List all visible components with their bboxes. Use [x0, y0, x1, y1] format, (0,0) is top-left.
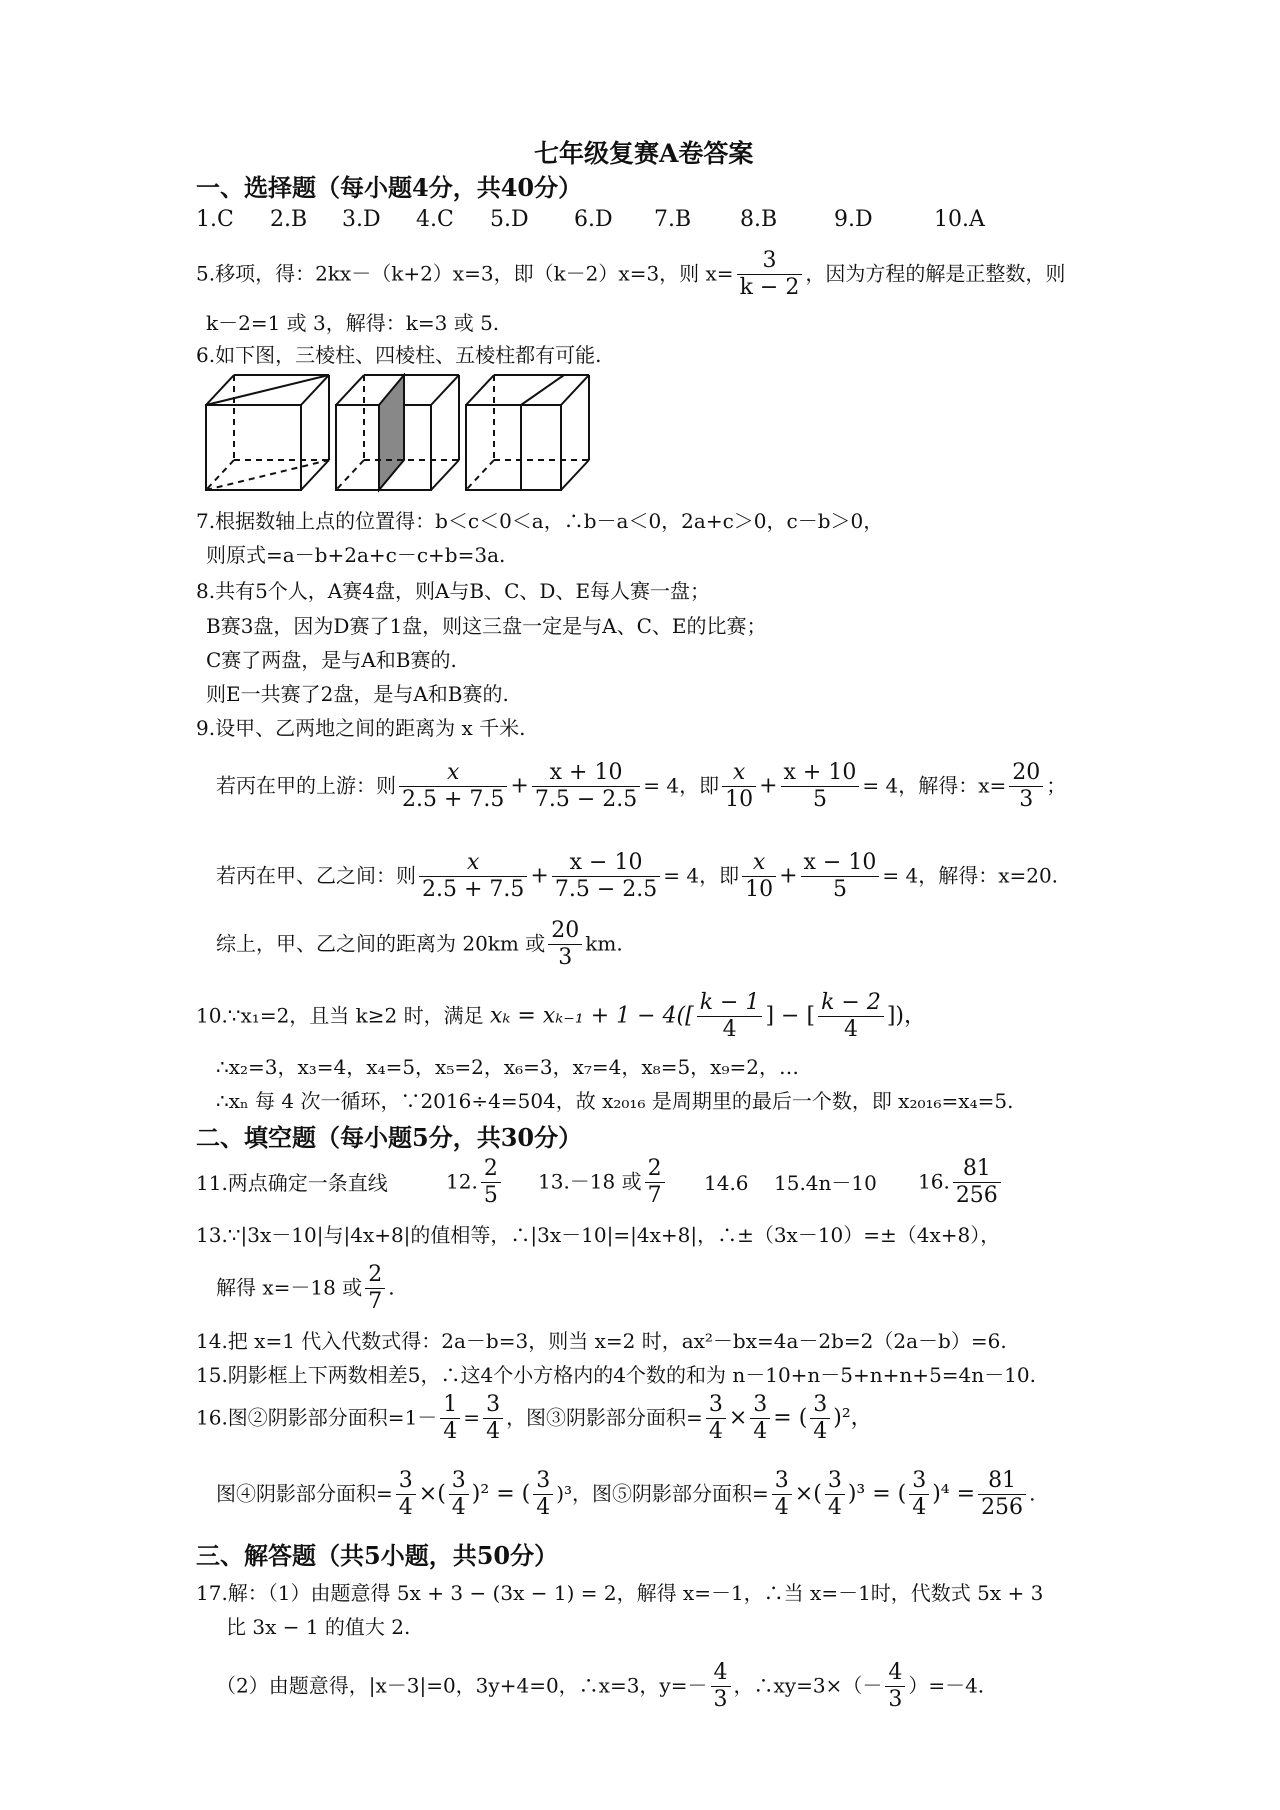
q9-c3-pre: 综上，甲、乙之间的距离为 20km 或: [216, 931, 546, 956]
q9-c2-frac2: [552, 850, 660, 904]
q16-l1-eq2: = (: [773, 1405, 808, 1431]
q16-l2-end: .: [1029, 1481, 1036, 1506]
section-heading-choice: 一、选择题（每小题4分，共40分）: [196, 173, 583, 202]
q9-c1-frac1: [399, 760, 507, 814]
answer-1: 1.C: [196, 207, 234, 232]
q7-line1: 7.根据数轴上点的位置得：b＜c＜0＜a，∴b－a＜0，2a+c＞0，c－b＞0，: [196, 509, 884, 533]
q16-l2-f1n: 3: [396, 1468, 416, 1495]
q10-pre: 10.∵x₁=2，且当 k≥2 时，满足: [196, 1003, 484, 1028]
q5-text-pre: 5.移项，得：2kx－（k+2）x=3，即（k－2）x=3，则 x=: [196, 261, 734, 286]
fill-16-n: 81: [953, 1156, 1001, 1183]
q16-l1-eq: =: [463, 1405, 481, 1430]
q16-l2-e: )³ = (: [847, 1481, 907, 1507]
q10-f1n: k − 1: [697, 990, 763, 1017]
q9-c1-frac5: [1009, 760, 1043, 814]
page-title: 七年级复赛A卷答案: [534, 139, 754, 168]
q9-c2-f3n: x: [742, 850, 776, 877]
q16-l2-c: )³，图⑤阴影部分面积=: [556, 1481, 769, 1506]
fill-11: 11.两点确定一条直线: [196, 1171, 388, 1195]
q10-mid: ] − [: [765, 1003, 816, 1029]
q17-frac2: [885, 1660, 905, 1714]
q9-c2-eq2: = 4，解得：x=20.: [882, 863, 1059, 888]
answer-9: 9.D: [834, 207, 873, 232]
q13-frac: [365, 1262, 385, 1316]
q17-l3-mid: ，∴xy=3×（－: [733, 1673, 883, 1698]
fill-13-n: 2: [645, 1156, 665, 1183]
q17-fd2: 3: [888, 1687, 903, 1713]
q16-l2-f1d: 4: [398, 1495, 413, 1521]
q16-l1-frac2: [483, 1392, 503, 1446]
q5-text-post: ，因为方程的解是正整数，则: [805, 261, 1066, 286]
q9-c1-frac3: [722, 760, 756, 814]
fill-12-frac: [481, 1156, 501, 1210]
q9-c2-f1d: 2.5 + 7.5: [422, 877, 525, 903]
q8-line2: B赛3盘，因为D赛了1盘，则这三盘一定是与A、C、E的比赛；: [206, 614, 767, 638]
q9-c2-plus2: +: [779, 863, 798, 889]
q5-line1: [196, 248, 1065, 302]
q16-l2-f2n: 3: [449, 1468, 469, 1495]
q17-fn: 4: [711, 1660, 731, 1687]
q16-l2-frac3: [533, 1468, 553, 1522]
answer-2: 2.B: [270, 207, 308, 232]
q16-l1-f2n: 3: [483, 1392, 503, 1419]
fill-16-d: 256: [955, 1183, 998, 1209]
q9-c2-frac3: [742, 850, 776, 904]
q16-line2: [216, 1468, 1035, 1522]
q5-line2: k－2=1 或 3，解得：k=3 或 5.: [206, 311, 500, 335]
q10-end: ])，: [886, 1003, 926, 1029]
q16-l2-f5d: 4: [827, 1495, 842, 1521]
q8-line1: 8.共有5个人，A赛4盘，则A与B、C、D、E每人赛一盘；: [196, 579, 711, 603]
answer-7: 7.B: [654, 207, 692, 232]
q16-line1: [196, 1392, 873, 1446]
q5-frac-num: 3: [737, 248, 803, 275]
q10-line2: ∴x₂=3，x₃=4，x₄=5，x₅=2，x₆=3，x₇=4，x₈=5，x₉=2，…: [216, 1055, 799, 1079]
q17-frac1: [711, 1660, 731, 1714]
fill-12-n: 2: [481, 1156, 501, 1183]
answer-8: 8.B: [740, 207, 778, 232]
q9-c2-f2d: 7.5 − 2.5: [554, 877, 658, 903]
fill-14: 14.6: [704, 1171, 749, 1195]
q5-fraction: [737, 248, 803, 302]
answer-6: 6.D: [574, 207, 613, 232]
q16-l2-f3n: 3: [533, 1468, 553, 1495]
q9-c1-f4d: 5: [812, 787, 827, 813]
q13-pre: 解得 x=－18 或: [216, 1275, 363, 1300]
fill-13-label: 13.－18 或: [538, 1169, 642, 1194]
q16-l2-b: )² = (: [471, 1481, 531, 1507]
q16-l1-frac5: [810, 1392, 830, 1446]
q16-l2-f6d: 4: [912, 1495, 927, 1521]
q9-c1-f5n: 20: [1009, 760, 1043, 787]
q10-frac1: [697, 990, 763, 1044]
q15-line: 15.阴影框上下两数相差5，∴这4个小方格内的4个数的和为 n－10+n－5+n+n+5=4n－10.: [196, 1363, 1036, 1387]
q6-text: 6.如下图，三棱柱、四棱柱、五棱柱都有可能.: [196, 343, 602, 367]
q16-l1-f1d: 4: [443, 1419, 458, 1445]
q16-l2-frac5: [825, 1468, 845, 1522]
q9-intro: 9.设甲、乙两地之间的距离为 x 千米.: [196, 716, 526, 740]
fill-16-frac: [953, 1156, 1001, 1210]
q16-l1-frac4: [750, 1392, 770, 1446]
q16-l1-frac1: [440, 1392, 460, 1446]
q13-post: .: [388, 1275, 395, 1300]
q9-c2-f2n: x − 10: [552, 850, 660, 877]
q14-line: 14.把 x=1 代入代数式得：2a－b=3，则当 x=2 时，ax²－bx=4a－2b=2（2a－b）=6.: [196, 1329, 1007, 1353]
q16-l2-f: )⁴ =: [932, 1481, 976, 1507]
q16-l1-f3n: 3: [706, 1392, 726, 1419]
q9-c1-f3d: 10: [725, 787, 754, 813]
q9-c1-f5d: 3: [1019, 787, 1034, 813]
q16-l1-frac3: [706, 1392, 726, 1446]
q9-summary: [216, 918, 623, 972]
q16-l1-f4d: 4: [753, 1419, 768, 1445]
q16-l2-pre: 图④阴影部分面积=: [216, 1481, 393, 1506]
q17-fn2: 4: [885, 1660, 905, 1687]
q9-c2-f1n: x: [419, 850, 527, 877]
q17-line1: 17.解：（1）由题意得 5x + 3 − (3x − 1) = 2，解得 x=－1，∴当 x=－1时，代数式 5x + 3: [196, 1581, 1044, 1605]
q9-c2-frac4: [801, 850, 880, 904]
q9-c1-end: ；: [1046, 773, 1067, 798]
q16-l2-f7d: 256: [981, 1495, 1024, 1521]
q16-l2-frac2: [449, 1468, 469, 1522]
cube-3: [466, 375, 589, 490]
q16-l1-f1n: 1: [440, 1392, 460, 1419]
q9-c1-plus2: +: [759, 773, 778, 799]
q13-fd: 7: [368, 1289, 383, 1315]
q9-c2-frac1: [419, 850, 527, 904]
fill-16: [918, 1156, 1004, 1210]
q9-c1-f4n: x + 10: [781, 760, 860, 787]
section-heading-fill: 二、填空题（每小题5分，共30分）: [196, 1123, 583, 1152]
section-heading-solve: 三、解答题（共5小题，共50分）: [196, 1541, 559, 1570]
fill-13-d: 7: [647, 1183, 662, 1209]
answer-10: 10.A: [934, 207, 985, 232]
fill-13: [538, 1156, 668, 1210]
q9-c3-fn: 20: [548, 918, 582, 945]
q16-l2-f2d: 4: [451, 1495, 466, 1521]
q16-l1-end: )²，: [833, 1405, 873, 1431]
q9-case1: [216, 760, 1066, 814]
q13-line2: [216, 1262, 395, 1316]
q16-l2-f7n: 81: [978, 1468, 1026, 1495]
prism-figures: [204, 373, 624, 493]
q13-line1: 13.∵|3x－10|与|4x+8|的值相等，∴|3x－10|=|4x+8|，∴±（3x－10）=±（4x+8），: [196, 1223, 1001, 1247]
q16-l2-d: ×(: [794, 1481, 822, 1507]
q16-l2-f4d: 4: [774, 1495, 789, 1521]
q9-c1-eq: = 4，即: [643, 773, 720, 798]
fill-13-frac: [645, 1156, 665, 1210]
q9-c2-pre: 若丙在甲、乙之间：则: [216, 863, 416, 888]
q10-line3: ∴xₙ 每 4 次一循环，∵2016÷4=504，故 x₂₀₁₆ 是周期里的最后一个数，即 x₂₀₁₆=x₄=5.: [216, 1089, 1014, 1113]
q17-l3-pre: （2）由题意得，|x－3|=0，3y+4=0，∴x=3，y=－: [216, 1673, 708, 1698]
q16-l1-mid: ，图③阴影部分面积=: [506, 1405, 703, 1430]
q8-line4: 则E一共赛了2盘，是与A和B赛的.: [206, 682, 509, 706]
answer-5: 5.D: [490, 207, 529, 232]
cube-1: [206, 375, 329, 490]
q16-l2-frac4: [772, 1468, 792, 1522]
q10-expr: xₖ = xₖ₋₁ + 1 − 4([: [490, 1003, 694, 1029]
q16-l2-frac7: [978, 1468, 1026, 1522]
q10-f2n: k − 2: [818, 990, 884, 1017]
q16-l2-f6n: 3: [909, 1468, 929, 1495]
q9-c1-f2n: x + 10: [532, 760, 640, 787]
q8-line3: C赛了两盘，是与A和B赛的.: [206, 648, 457, 672]
fill-12: [446, 1156, 504, 1210]
q16-l1-f2d: 4: [486, 1419, 501, 1445]
q9-c3-frac: [548, 918, 582, 972]
q10-f2d: 4: [843, 1017, 858, 1043]
answer-3: 3.D: [342, 207, 381, 232]
q17-line2: 比 3x − 1 的值大 2.: [226, 1615, 411, 1639]
q9-c2-f4n: x − 10: [801, 850, 880, 877]
cube-2: [336, 375, 459, 490]
q16-l1-f3d: 4: [708, 1419, 723, 1445]
q9-c2-f3d: 10: [745, 877, 774, 903]
q16-l1-pre: 16.图②阴影部分面积=1－: [196, 1405, 438, 1430]
q16-l2-f5n: 3: [825, 1468, 845, 1495]
q16-l1-f5n: 3: [810, 1392, 830, 1419]
q9-case2: [216, 850, 1058, 904]
q9-c1-eq2: = 4，解得：x=: [862, 773, 1007, 798]
q13-fn: 2: [365, 1262, 385, 1289]
q17-fd: 3: [713, 1687, 728, 1713]
q9-c1-f1n: x: [399, 760, 507, 787]
fill-16-label: 16.: [918, 1169, 950, 1194]
q16-l2-a: ×(: [418, 1481, 446, 1507]
q16-l2-f4n: 3: [772, 1468, 792, 1495]
q16-l2-frac1: [396, 1468, 416, 1522]
q9-c3-post: km.: [585, 931, 623, 956]
q16-l2-frac6: [909, 1468, 929, 1522]
fill-12-d: 5: [483, 1183, 498, 1209]
q9-c1-frac4: [781, 760, 860, 814]
q16-l1-f4n: 3: [750, 1392, 770, 1419]
q10-line1: [196, 990, 926, 1044]
q9-c3-fd: 3: [558, 945, 573, 971]
q9-c1-f3n: x: [722, 760, 756, 787]
answer-4: 4.C: [416, 207, 454, 232]
q17-line3: [216, 1660, 984, 1714]
q9-c2-f4d: 5: [832, 877, 847, 903]
q9-c2-eq: = 4，即: [663, 863, 740, 888]
q9-c1-f1d: 2.5 + 7.5: [402, 787, 505, 813]
q9-c2-plus: +: [530, 863, 549, 889]
fill-12-label: 12.: [446, 1169, 478, 1194]
q16-l1-x: ×: [728, 1405, 748, 1431]
q9-c1-frac2: [532, 760, 640, 814]
q9-c1-pre: 若丙在甲的上游：则: [216, 773, 396, 798]
q7-line2: 则原式=a－b+2a+c－c+b=3a.: [206, 543, 506, 567]
q17-l3-end: ）=－4.: [908, 1673, 985, 1698]
q16-l1-f5d: 4: [813, 1419, 828, 1445]
q10-frac2: [818, 990, 884, 1044]
q9-c1-plus: +: [510, 773, 529, 799]
q5-frac-den: k − 2: [739, 275, 800, 301]
q16-l2-f3d: 4: [536, 1495, 551, 1521]
fill-15: 15.4n－10: [774, 1171, 877, 1195]
q9-c1-f2d: 7.5 − 2.5: [534, 787, 638, 813]
q10-f1d: 4: [722, 1017, 737, 1043]
